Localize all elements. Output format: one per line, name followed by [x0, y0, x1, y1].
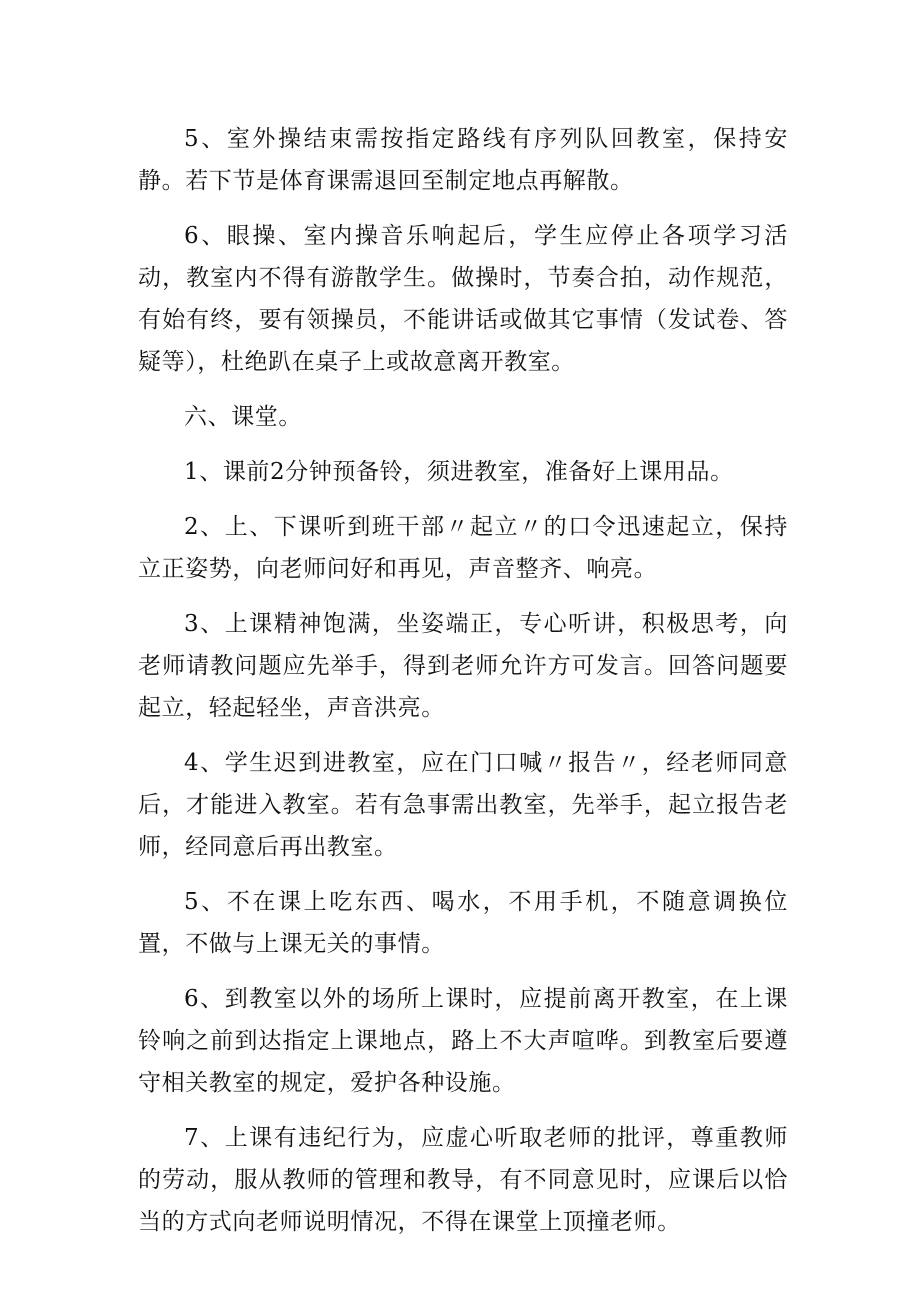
- paragraph-no-eating-phones: 5、不在课上吃东西、喝水，不用手机，不随意调换位置，不做与上课无关的事情。: [138, 889, 788, 957]
- paragraph-other-classrooms: 6、到教室以外的场所上课时，应提前离开教室，在上课铃响之前到达指定上课地点，路上不大声喧哗。到教室后要遵守相关教室的规定，爱护各种设施。: [138, 986, 788, 1096]
- document-body: [138, 118, 788, 1256]
- paragraph-class-attention: 3、上课精神饱满，坐姿端正，专心听讲，积极思考，向老师请教问题应先举手，得到老师允许方可发言。回答问题要起立，轻起轻坐，声音洪亮。: [138, 611, 788, 721]
- paragraph-eye-exercise-rules: 6、眼操、室内操音乐响起后，学生应停止各项学习活动，教室内不得有游散学生。做操时，节奏合拍，动作规范，有始有终，要有领操员，不能讲话或做其它事情（发试卷、答疑等），杜绝趴在桌子上或故意离开教室。: [138, 223, 788, 375]
- paragraph-respect-teacher: 7、上课有违纪行为，应虚心听取老师的批评，尊重教师的劳动，服从教师的管理和教导，有不同意见时，应课后以恰当的方式向老师说明情况，不得在课堂上顶撞老师。: [138, 1125, 788, 1235]
- paragraph-late-arrival: 4、学生迟到进教室，应在门口喊〃报告〃，经老师同意后，才能进入教室。若有急事需出教室，先举手，起立报告老师，经同意后再出教室。: [138, 750, 788, 860]
- paragraph-preparation-bell: 1、课前2分钟预备铃，须进教室，准备好上课用品。: [184, 459, 734, 485]
- paragraph-outdoor-exercise-dismissal: 5、室外操结束需按指定路线有序列队回教室，保持安静。若下节是体育课需退回至制定地点再解散。: [138, 126, 788, 194]
- paragraph-stand-up-greeting: 2、上、下课听到班干部〃起立〃的口令迅速起立，保持立正姿势，向老师问好和再见，声音整齐、响亮。: [138, 514, 788, 582]
- section-heading-classroom: 六、课堂。: [184, 404, 302, 430]
